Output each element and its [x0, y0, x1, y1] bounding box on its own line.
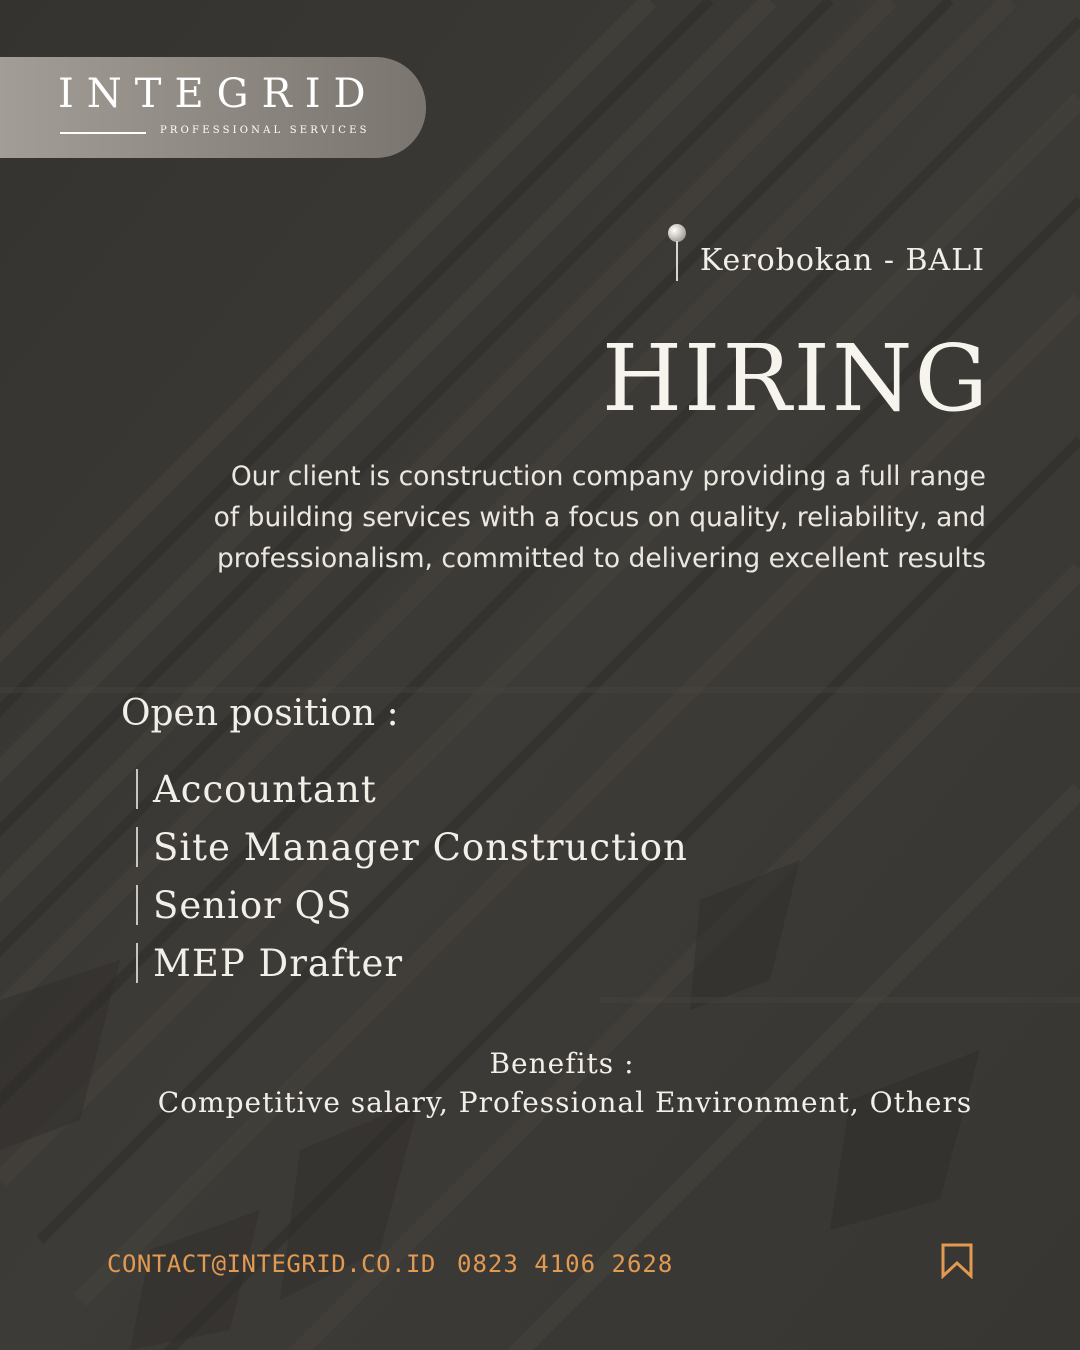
position-label: Site Manager Construction — [153, 825, 688, 869]
company-description: Our client is construction company providing a full range of building services with a focus on quality, reliability, and professionalism, committed to delivering excellent results — [213, 461, 986, 574]
divider — [136, 885, 138, 925]
brand-tagline: PROFESSIONAL SERVICES — [160, 125, 370, 136]
position-item — [136, 760, 688, 818]
position-list — [136, 760, 688, 992]
divider — [136, 769, 138, 809]
logo-divider — [60, 132, 146, 134]
position-label: Accountant — [153, 767, 377, 811]
location — [666, 222, 985, 282]
logo-banner — [0, 57, 426, 158]
contact-email[interactable]: CONTACT@INTEGRID.CO.ID — [107, 1250, 436, 1278]
brand-name: INTEGRID — [58, 71, 379, 117]
contact-phone[interactable]: 0823 4106 2628 — [457, 1250, 674, 1278]
position-item — [136, 876, 688, 934]
position-label: Senior QS — [153, 883, 353, 927]
benefits-text: Competitive salary, Professional Environment, Others — [157, 1086, 973, 1119]
divider — [136, 827, 138, 867]
bookmark-icon[interactable] — [940, 1243, 974, 1279]
map-pin-icon — [666, 224, 686, 282]
position-item — [136, 818, 688, 876]
open-position-heading: Open position : — [121, 693, 399, 734]
page-title: HIRING — [601, 325, 990, 432]
position-item — [136, 934, 688, 992]
divider — [136, 943, 138, 983]
benefits-heading: Benefits : — [489, 1047, 635, 1080]
position-label: MEP Drafter — [153, 941, 404, 985]
location-text: Kerobokan - BALI — [699, 243, 985, 278]
